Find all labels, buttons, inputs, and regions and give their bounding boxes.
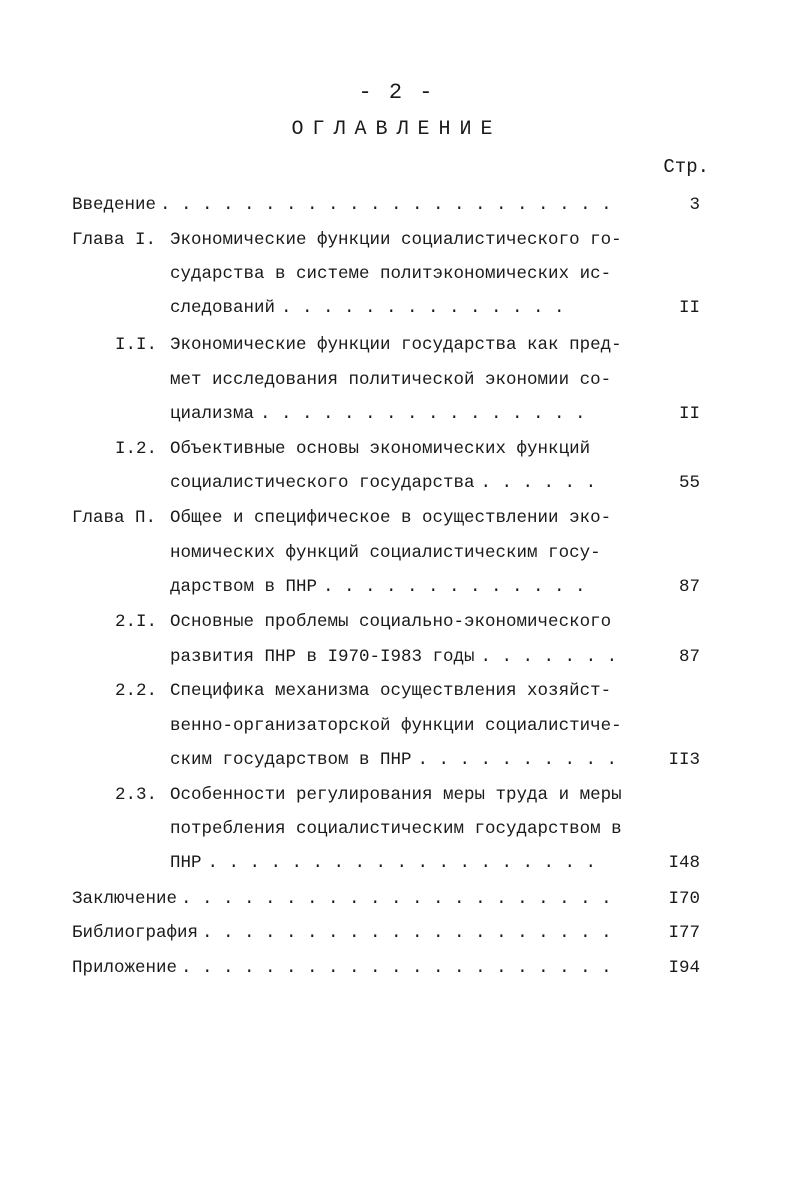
- toc-section-number: Глава П.: [72, 508, 157, 528]
- leader-dots: . . . . . . . . . . . . . .: [281, 298, 565, 318]
- toc-entry-title: ПНР: [170, 853, 202, 873]
- toc-entry-title: ским государством в ПНР: [170, 750, 412, 770]
- toc-entry-line: [0, 257, 793, 291]
- toc-page-number: I70: [668, 889, 700, 909]
- toc-entry-title: дарством в ПНР: [170, 577, 318, 597]
- toc-section-number: 2.3.: [115, 785, 158, 805]
- toc-entry-title: сударства в системе политэкономических ис-: [170, 264, 612, 284]
- toc-entry-title: циализма: [170, 404, 255, 424]
- toc-entry-line: [0, 605, 793, 639]
- toc-entry-line: [0, 709, 793, 743]
- toc-page-number: 3: [689, 195, 700, 215]
- toc-entry-title: Общее и специфическое в осуществлении эко-: [170, 508, 612, 528]
- leader-dots: . . . . . . . . . . . . . . . . . . . . .: [181, 958, 612, 978]
- leader-dots: . . . . . .: [480, 473, 597, 493]
- page-number: - 2 -: [358, 80, 435, 105]
- toc-entry-line: [0, 778, 793, 812]
- toc-entry-title: социалистического государства: [170, 473, 475, 493]
- toc-section-number: 2.I.: [115, 612, 158, 632]
- toc-page-number: II3: [668, 750, 700, 770]
- toc-entry-line: [0, 640, 793, 674]
- leader-dots: . . . . . . . . . . . . . . . . . . . . .: [181, 889, 612, 909]
- toc-title: ОГЛАВЛЕНИЕ: [291, 118, 502, 141]
- toc-entry-line: [0, 501, 793, 535]
- toc-entry-title: Экономические функции государства как пред-: [170, 335, 622, 355]
- toc-entry-label: Библиография: [72, 923, 199, 943]
- toc-entry-title: Особенности регулирования меры труда и меры: [170, 785, 622, 805]
- toc-page-number: 55: [678, 473, 700, 493]
- toc-section-number: I.I.: [115, 335, 158, 355]
- toc-page-number: I77: [668, 923, 700, 943]
- toc-entry-title: мет исследования политической экономии со-: [170, 370, 612, 390]
- toc-section-number: 2.2.: [115, 681, 158, 701]
- toc-page-number: I94: [668, 958, 700, 978]
- toc-entry-title: номических функций социалистическим госу-: [170, 543, 601, 563]
- toc-entry: [0, 882, 793, 916]
- toc-entry-line: [0, 432, 793, 466]
- page-column-header: Стр.: [663, 156, 709, 178]
- toc-entry-title: развития ПНР в I970-I983 годы: [170, 647, 475, 667]
- toc-entry-label: Приложение: [72, 958, 178, 978]
- toc-entry: [0, 951, 793, 985]
- toc-entry-line: [0, 570, 793, 604]
- toc-page-number: II: [678, 298, 700, 318]
- toc-section-number: I.2.: [115, 439, 158, 459]
- leader-dots: . . . . . . . . . . . . . . . . . . . . . .: [160, 195, 612, 215]
- toc-entry-line: [0, 812, 793, 846]
- toc-entry-title: Специфика механизма осуществления хозяйст-: [170, 681, 612, 701]
- toc-entry-line: [0, 466, 793, 500]
- toc-entry-label: Введение: [72, 195, 157, 215]
- toc-entry-title: Экономические функции социалистического го-: [170, 230, 622, 250]
- toc-page-number: 87: [678, 647, 700, 667]
- toc-entry-line: [0, 846, 793, 880]
- toc-page-number: 87: [678, 577, 700, 597]
- toc-entry-line: [0, 363, 793, 397]
- toc-page-number: II: [678, 404, 700, 424]
- toc-entry-line: [0, 328, 793, 362]
- toc-entry: [0, 916, 793, 950]
- toc-entry-line: [0, 223, 793, 257]
- leader-dots: . . . . . . . . . . . . . . . . . . . .: [202, 923, 612, 943]
- leader-dots: . . . . . . . . . . . . .: [323, 577, 586, 597]
- toc-entry-line: [0, 674, 793, 708]
- toc-entry-line: [0, 397, 793, 431]
- toc-entry-title: следований: [170, 298, 276, 318]
- toc-entry-line: [0, 536, 793, 570]
- toc-entry-line: [0, 291, 793, 325]
- toc-entry-title: Объективные основы экономических функций: [170, 439, 591, 459]
- toc-entry-title: потребления социалистическим государством в: [170, 819, 622, 839]
- toc-entry: [0, 188, 793, 222]
- toc-page-number: I48: [668, 853, 700, 873]
- leader-dots: . . . . . . . . . . . . . . . .: [260, 404, 586, 424]
- toc-entry-line: [0, 743, 793, 777]
- toc-section-number: Глава I.: [72, 230, 157, 250]
- leader-dots: . . . . . . . . . .: [417, 750, 618, 770]
- leader-dots: . . . . . . .: [480, 647, 618, 667]
- toc-entry-title: Основные проблемы социально-экономического: [170, 612, 612, 632]
- toc-entry-title: венно-организаторской функции социалистиче-: [170, 716, 622, 736]
- leader-dots: . . . . . . . . . . . . . . . . . . .: [207, 853, 597, 873]
- toc-entry-label: Заключение: [72, 889, 178, 909]
